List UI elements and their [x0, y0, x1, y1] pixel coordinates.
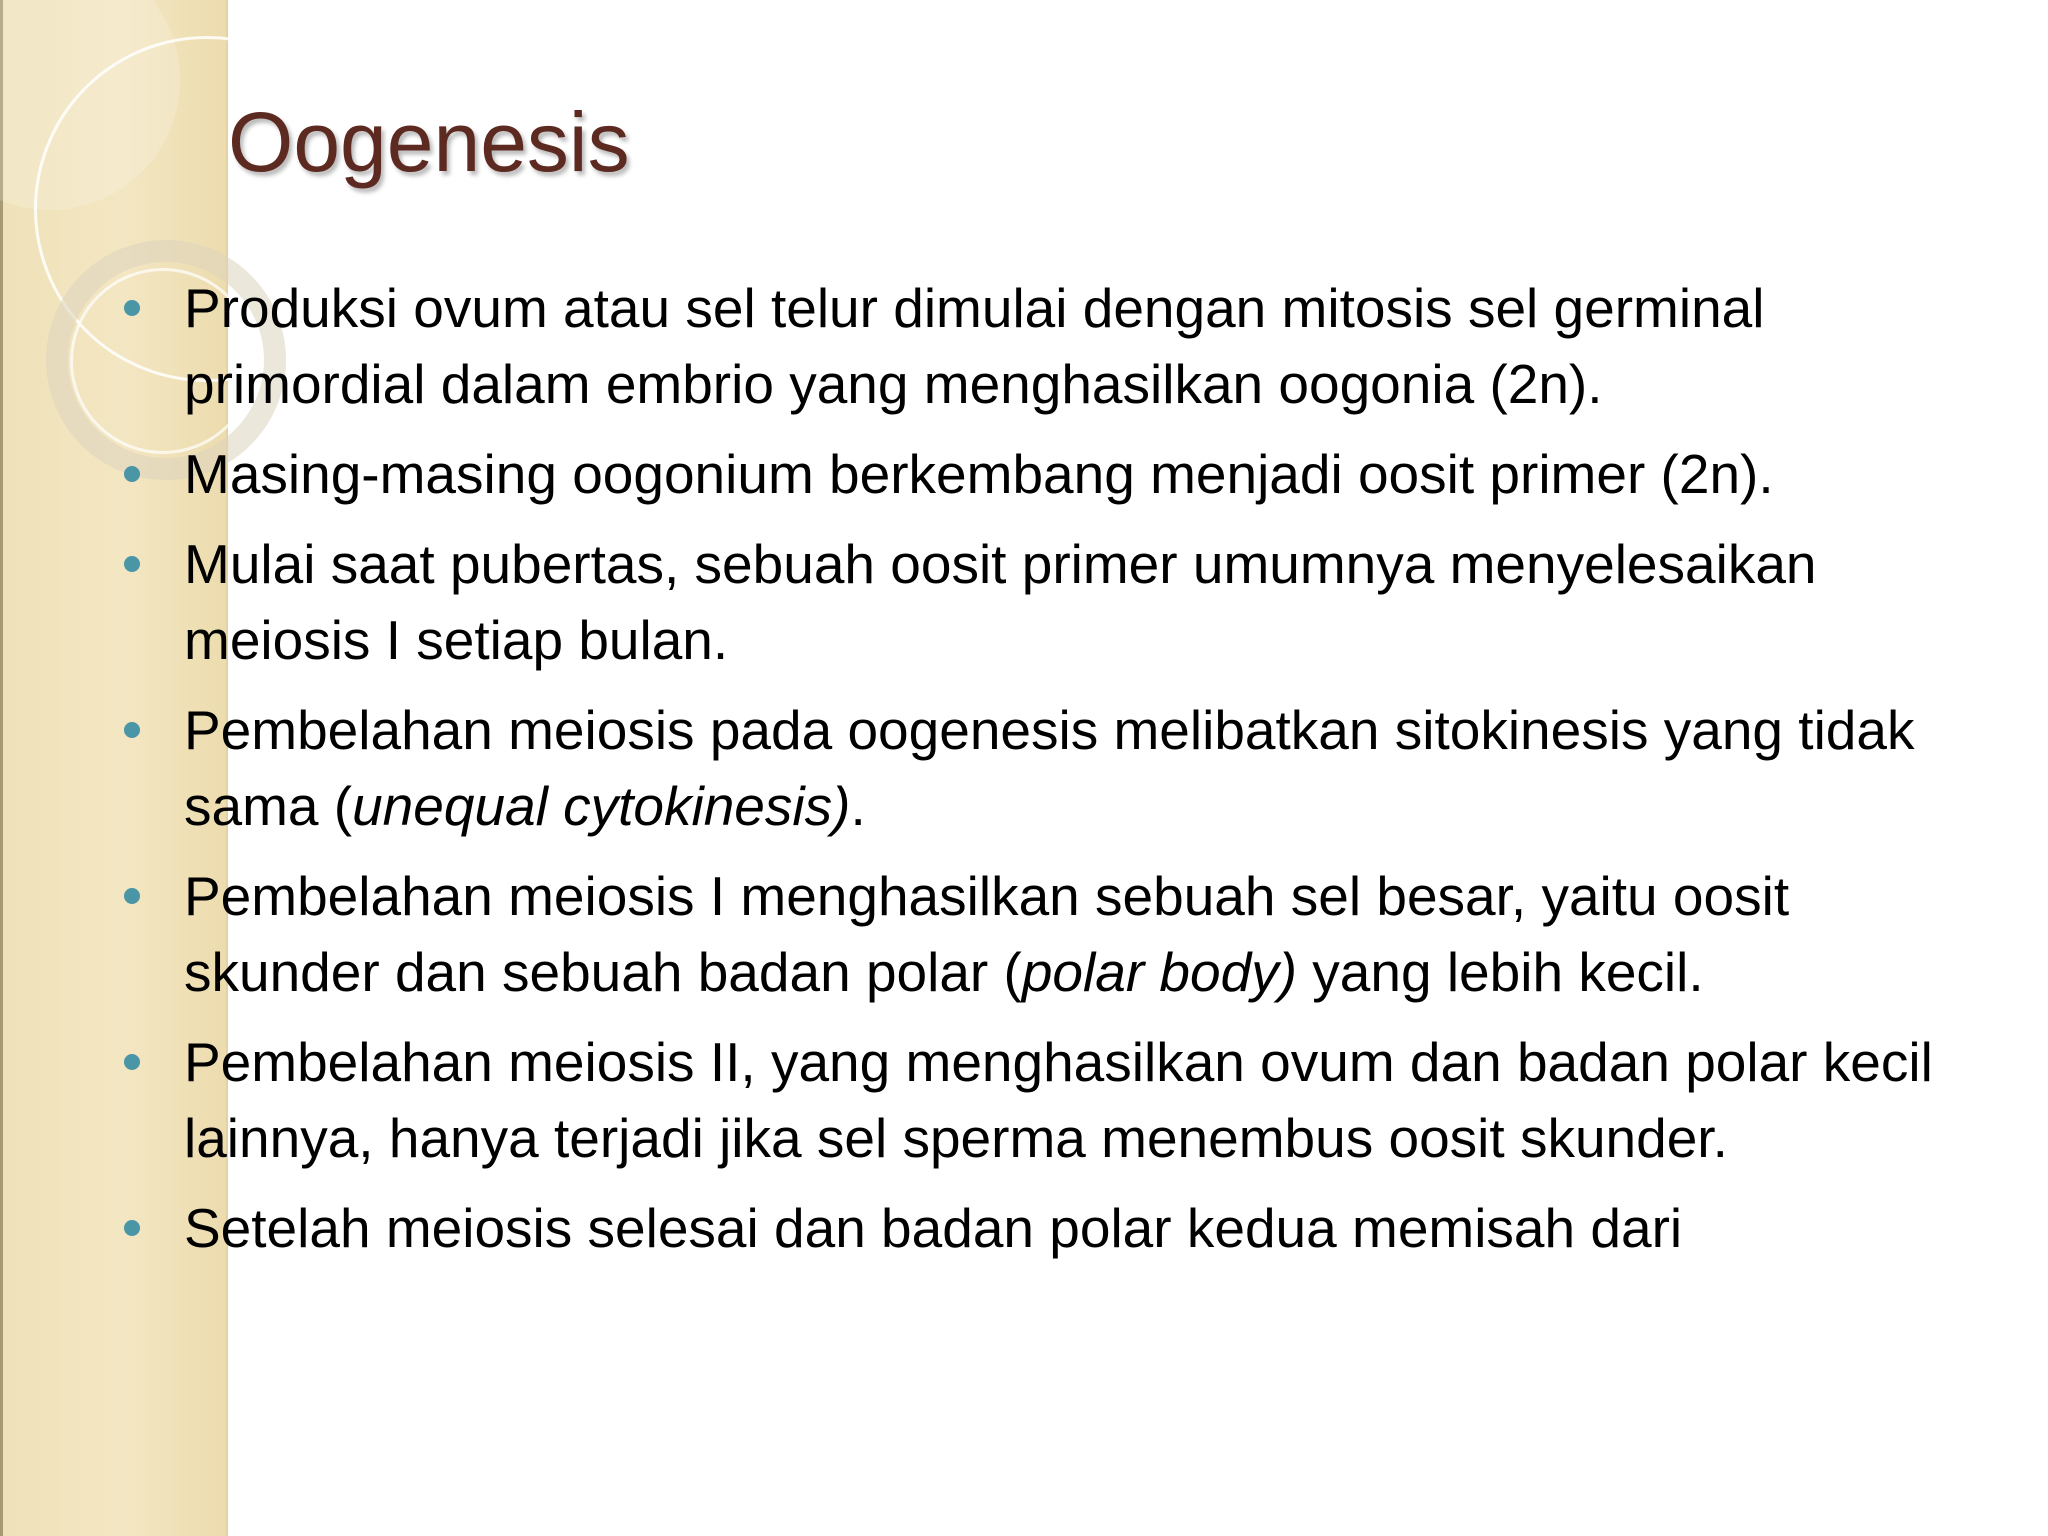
- bullet-text-part: yang lebih kecil.: [1297, 941, 1704, 1003]
- bullet-text-part: Pembelahan meiosis I menghasilkan sebuah sel besar, yaitu oosit skunder dan sebuah badan polar (: [184, 865, 1790, 1003]
- slide-title: Oogenesis: [228, 95, 630, 189]
- bullet-text-part: Produksi ovum atau sel telur dimulai dengan mitosis sel germinal primordial dalam embrio yang menghasilkan oogonia (2n).: [184, 277, 1765, 415]
- bullet-dot-icon: [124, 556, 140, 572]
- bullet-list: [0, 270, 2048, 1280]
- bullet-dot-icon: [124, 466, 140, 482]
- bullet-dot-icon: [124, 300, 140, 316]
- bullet-text-part: Pembelahan meiosis II, yang menghasilkan ovum dan badan polar kecil lainnya, hanya terjadi jika sel sperma menembus oosit skunder.: [184, 1031, 1933, 1169]
- bullet-text-part: Masing-masing oogonium berkembang menjadi oosit primer (2n).: [184, 443, 1774, 505]
- bullet-text: [184, 865, 1789, 1003]
- bullet-text: [184, 699, 1914, 837]
- bullet-item: [0, 270, 2048, 422]
- bullet-item: [0, 1190, 2048, 1266]
- bullet-text: [184, 533, 1817, 671]
- bullet-item: [0, 1024, 2048, 1176]
- bullet-text-part: Pembelahan meiosis pada oogenesis melibatkan sitokinesis yang tidak sama (: [184, 699, 1915, 837]
- bullet-text-part: Setelah meiosis selesai dan badan polar kedua memisah dari: [184, 1197, 1683, 1259]
- bullet-text: [184, 277, 1764, 415]
- bullet-item: [0, 858, 2048, 1010]
- bullet-dot-icon: [124, 1220, 140, 1236]
- bullet-text-part: Mulai saat pubertas, sebuah oosit primer umumnya menyelesaikan meiosis I setiap bulan.: [184, 533, 1817, 671]
- bullet-text-italic: polar body): [1021, 941, 1298, 1003]
- bullet-text-italic: unequal cytokinesis): [352, 775, 851, 837]
- bullet-text-part: .: [850, 775, 866, 837]
- bullet-dot-icon: [124, 722, 140, 738]
- bullet-item: [0, 436, 2048, 512]
- bullet-item: [0, 692, 2048, 844]
- bullet-dot-icon: [124, 1054, 140, 1070]
- bullet-dot-icon: [124, 888, 140, 904]
- bullet-item: [0, 526, 2048, 678]
- bullet-text: [184, 443, 1774, 505]
- bullet-text: [184, 1031, 1933, 1169]
- bullet-text: [184, 1197, 1682, 1259]
